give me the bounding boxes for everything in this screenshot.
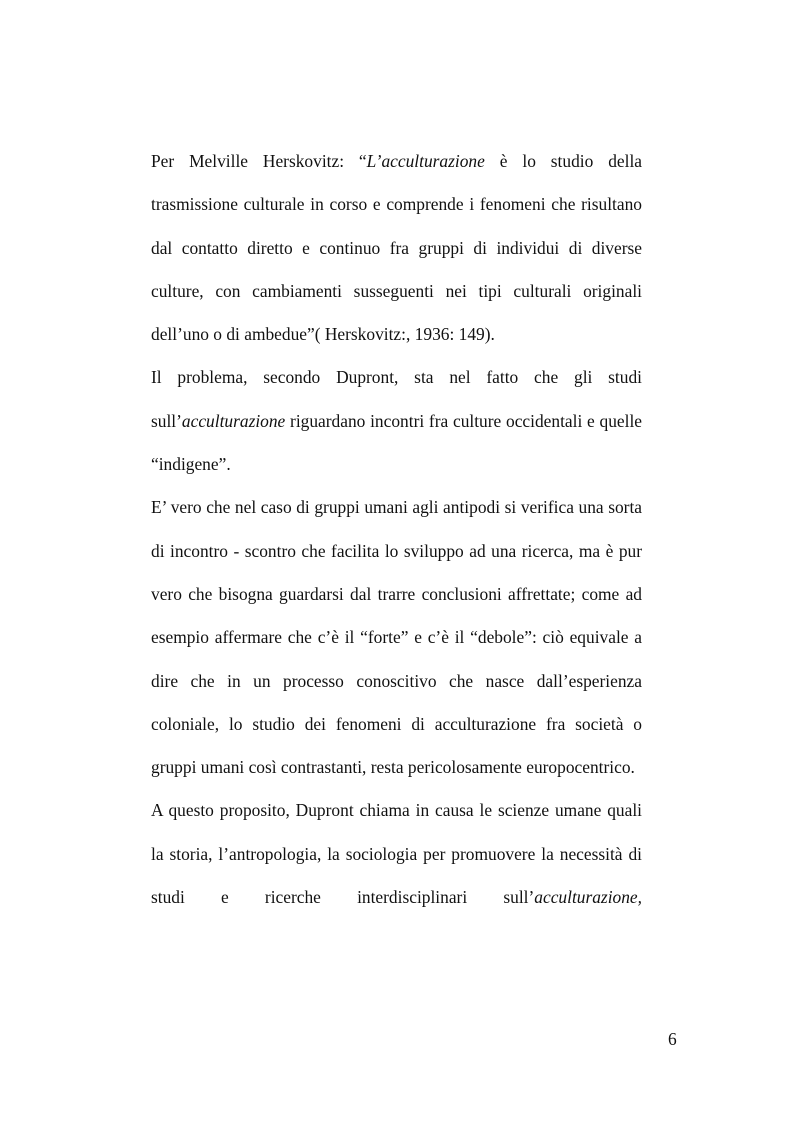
- italic-term: L’acculturazione: [366, 151, 485, 171]
- italic-term: acculturazione: [181, 410, 286, 431]
- paragraph-dupront-problem: [151, 356, 642, 486]
- text-segment: riguardano incontri fra culture occidentali e quelle “indigene”.: [151, 410, 642, 475]
- text-segment: è lo studio della trasmissione culturale in corso e comprende i fenomeni che risultano dal contatto diretto e continuo fra gruppi di individui di diverse culture, con cambiamenti susseguenti nei tipi culturali originali dell’uno o di ambedue”( Herskovitz:, 1936: 149).: [151, 151, 642, 345]
- page-number: 6: [668, 1029, 677, 1049]
- text-segment: E’ vero che nel caso di gruppi umani agli antipodi si verifica una sorta di incontro - scontro che facilita lo sviluppo ad una ricerca, ma è pur vero che bisogna guardarsi dal trarre conclusioni affrettate; come ad esempio affermare che c’è il “forte” e c’è il “debole”: ciò equivale a dire che in un processo conoscitivo che nasce dall’esperienza coloniale, lo studio dei fenomeni di acculturazione fra società o gruppi umani così contrastanti, resta pericolosamente europocentrico.: [151, 497, 642, 778]
- paragraph-herskovitz-quote: [151, 140, 642, 356]
- text-segment: Il problema, secondo Dupront, sta nel fatto che gli studi sull’: [151, 367, 642, 431]
- text-segment: Per Melville Herskovitz: “: [151, 151, 367, 171]
- italic-term: acculturazione,: [534, 887, 642, 908]
- paragraph-scienze-umane: [151, 789, 642, 919]
- body-text: [151, 140, 642, 919]
- paragraph-incontro-scontro: [151, 486, 642, 789]
- text-segment: A questo proposito, Dupront chiama in causa le scienze umane quali la storia, l’antropologia, la sociologia per promuovere la necessità di studi e ricerche interdisciplinari sull’: [151, 800, 642, 908]
